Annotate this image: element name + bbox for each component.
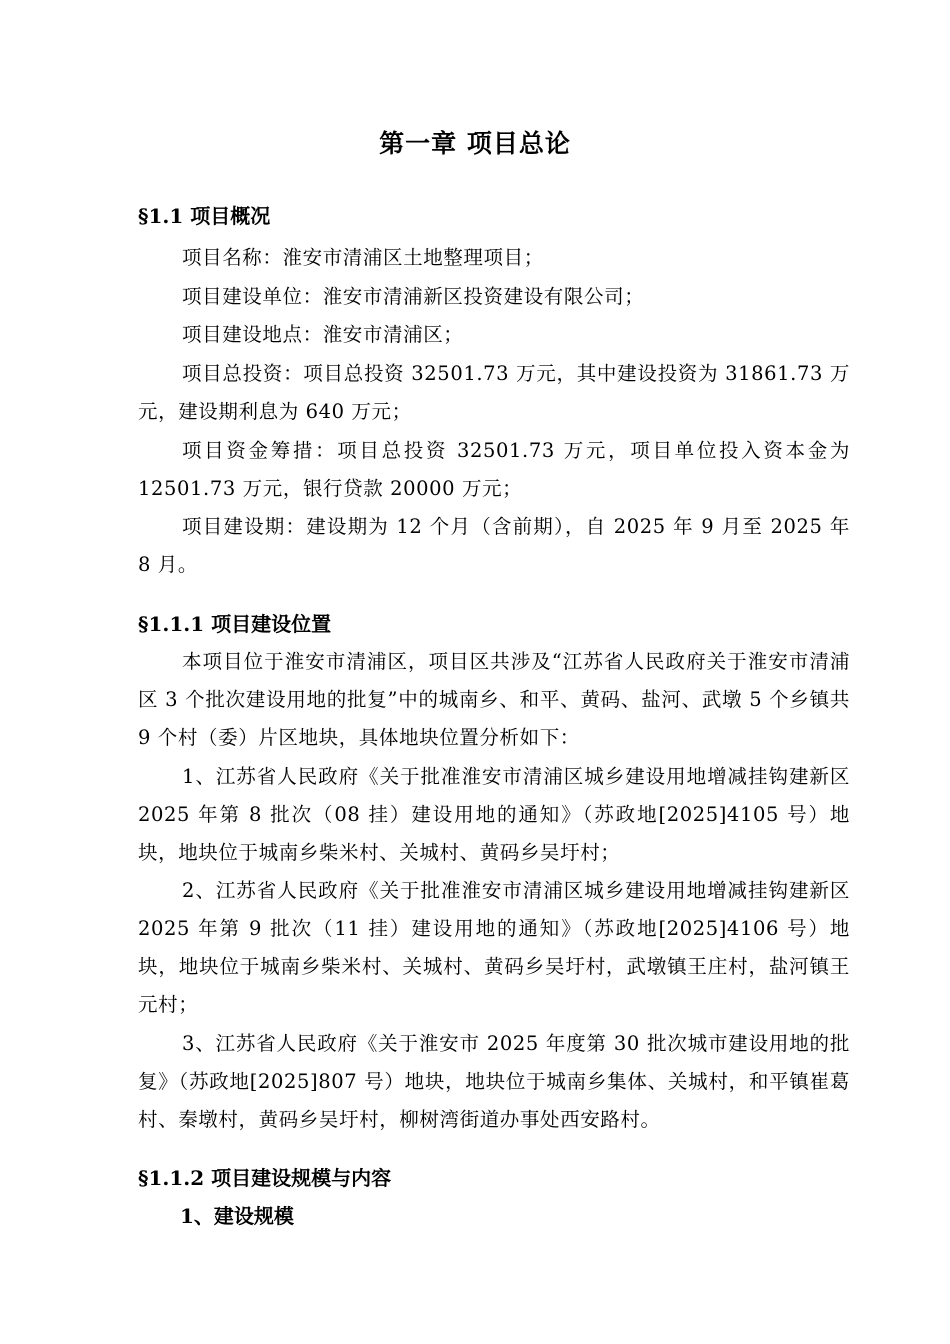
paragraph-location-intro: 本项目位于淮安市清浦区，项目区共涉及“江苏省人民政府关于淮安市清浦区 3 个批次建设用地的批复”中的城南乡、和平、黄码、盐河、武墩 5 个乡镇共 9 个村（委）片区地块，具体地块位置分析如下： xyxy=(138,650,850,749)
section-heading-1-1: §1.1 项目概况 xyxy=(138,204,271,228)
chapter-title: 第一章 项目总论 xyxy=(379,129,571,158)
section-heading-1-1-2: §1.1.2 项目建设规模与内容 xyxy=(138,1166,392,1190)
paragraph-total-investment: 项目总投资：项目总投资 32501.73 万元，其中建设投资为 31861.73 万元，建设期利息为 640 万元； xyxy=(138,362,850,423)
section-heading-1-1-1: §1.1.1 项目建设位置 xyxy=(138,612,332,636)
paragraph-plot-3: 3、江苏省人民政府《关于淮安市 2025 年度第 30 批次城市建设用地的批复》（苏政地[2025]807 号）地块，地块位于城南乡集体、关城村，和平镇崔葛村、秦墩村，黄码乡吴圩村，柳树湾街道办事处西安路村。 xyxy=(138,1032,850,1131)
paragraph-project-location: 项目建设地点：淮安市清浦区； xyxy=(182,323,464,346)
subheading-construction-scale: 1、建设规模 xyxy=(180,1204,294,1228)
paragraph-funding: 项目资金筹措：项目总投资 32501.73 万元，项目单位投入资本金为 12501.73 万元，银行贷款 20000 万元； xyxy=(138,439,850,500)
paragraph-plot-2: 2、江苏省人民政府《关于批准淮安市清浦区城乡建设用地增减挂钩建新区 2025 年第 9 批次（11 挂）建设用地的通知》（苏政地[2025]4106 号）地块，地块位于城南乡柴米村、关城村、黄码乡吴圩村，武墩镇王庄村，盐河镇王元村； xyxy=(138,879,850,1016)
paragraph-project-name: 项目名称：淮安市清浦区土地整理项目； xyxy=(182,246,544,269)
paragraph-plot-1: 1、江苏省人民政府《关于批准淮安市清浦区城乡建设用地增减挂钩建新区 2025 年第 8 批次（08 挂）建设用地的通知》（苏政地[2025]4105 号）地块，地块位于城南乡柴米村、关城村、黄码乡吴圩村； xyxy=(138,765,850,864)
paragraph-construction-period: 项目建设期：建设期为 12 个月（含前期），自 2025 年 9 月至 2025 年 8 月。 xyxy=(138,515,850,576)
paragraph-project-unit: 项目建设单位：淮安市清浦新区投资建设有限公司； xyxy=(182,285,645,308)
